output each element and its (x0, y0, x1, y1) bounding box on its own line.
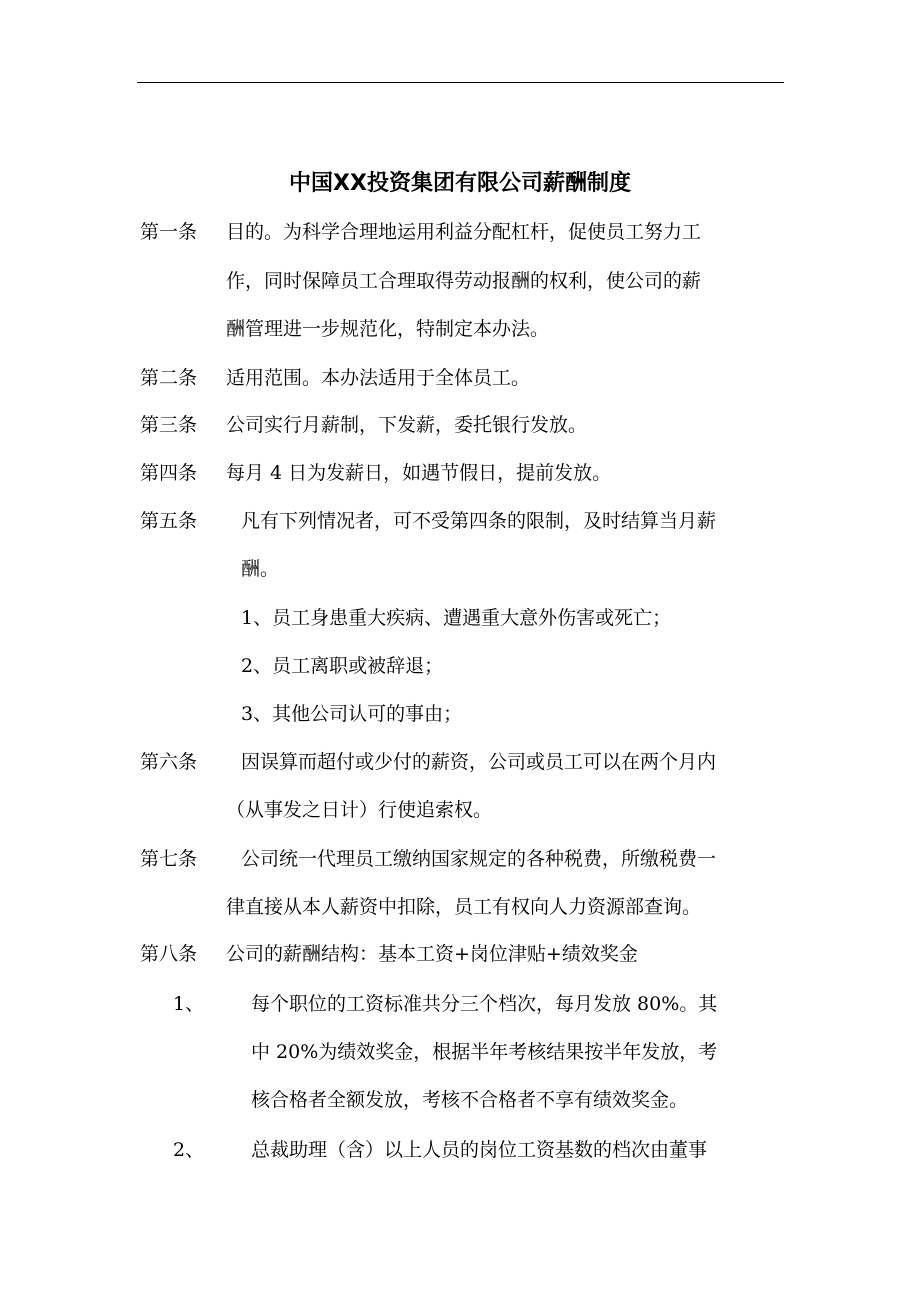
item-number: 1、 (173, 993, 205, 1015)
article-line: 律直接从本人薪资中扣除，员工有权向人力资源部查询。 (226, 896, 702, 918)
article-line: 公司的薪酬结构：基本工资+岗位津贴+绩效奖金 (226, 943, 638, 965)
article-label: 第三条 (140, 414, 198, 436)
article-line: 适用范围。本办法适用于全体员工。 (226, 367, 531, 389)
article-line: 每月 4 日为发薪日，如遇节假日，提前发放。 (226, 462, 612, 484)
header-rule (137, 82, 784, 83)
article-label: 第四条 (140, 462, 198, 484)
article-label: 第六条 (140, 751, 198, 773)
item-line: 总裁助理（含）以上人员的岗位工资基数的档次由董事 (251, 1139, 708, 1161)
article-line: 作，同时保障员工合理取得劳动报酬的权利，使公司的薪 (226, 270, 702, 292)
article-label: 第八条 (140, 943, 198, 965)
article-line: 因误算而超付或少付的薪资，公司或员工可以在两个月内 (241, 751, 717, 773)
article-line: 公司实行月薪制，下发薪，委托银行发放。 (226, 414, 588, 436)
list-item: 2、员工离职或被辞退； (241, 655, 444, 677)
item-line: 中 20%为绩效奖金，根据半年考核结果按半年发放，考 (251, 1041, 718, 1063)
article-label: 第五条 (140, 510, 198, 532)
item-number: 2、 (173, 1139, 205, 1161)
article-label: 第二条 (140, 367, 198, 389)
article-line: 公司统一代理员工缴纳国家规定的各种税费，所缴税费一 (241, 848, 717, 870)
item-line: 核合格者全额发放，考核不合格者不享有绩效奖金。 (251, 1089, 689, 1111)
article-line: 凡有下列情况者，可不受第四条的限制，及时结算当月薪 (241, 510, 717, 532)
article-line: 酬管理进一步规范化，特制定本办法。 (226, 318, 550, 340)
list-item: 3、其他公司认可的事由； (241, 703, 463, 725)
document-title: 中国XX投资集团有限公司薪酬制度 (289, 171, 631, 196)
article-label: 第一条 (140, 221, 198, 243)
list-item: 1、员工身患重大疾病、遭遇重大意外伤害或死亡； (241, 607, 672, 629)
article-line: 目的。为科学合理地运用利益分配杠杆，促使员工努力工 (226, 221, 702, 243)
article-line: 酬。 (241, 558, 280, 580)
article-line: （从事发之日计）行使追索权。 (226, 799, 493, 821)
item-line: 每个职位的工资标准共分三个档次，每月发放 80%。其 (251, 993, 718, 1015)
article-label: 第七条 (140, 848, 198, 870)
